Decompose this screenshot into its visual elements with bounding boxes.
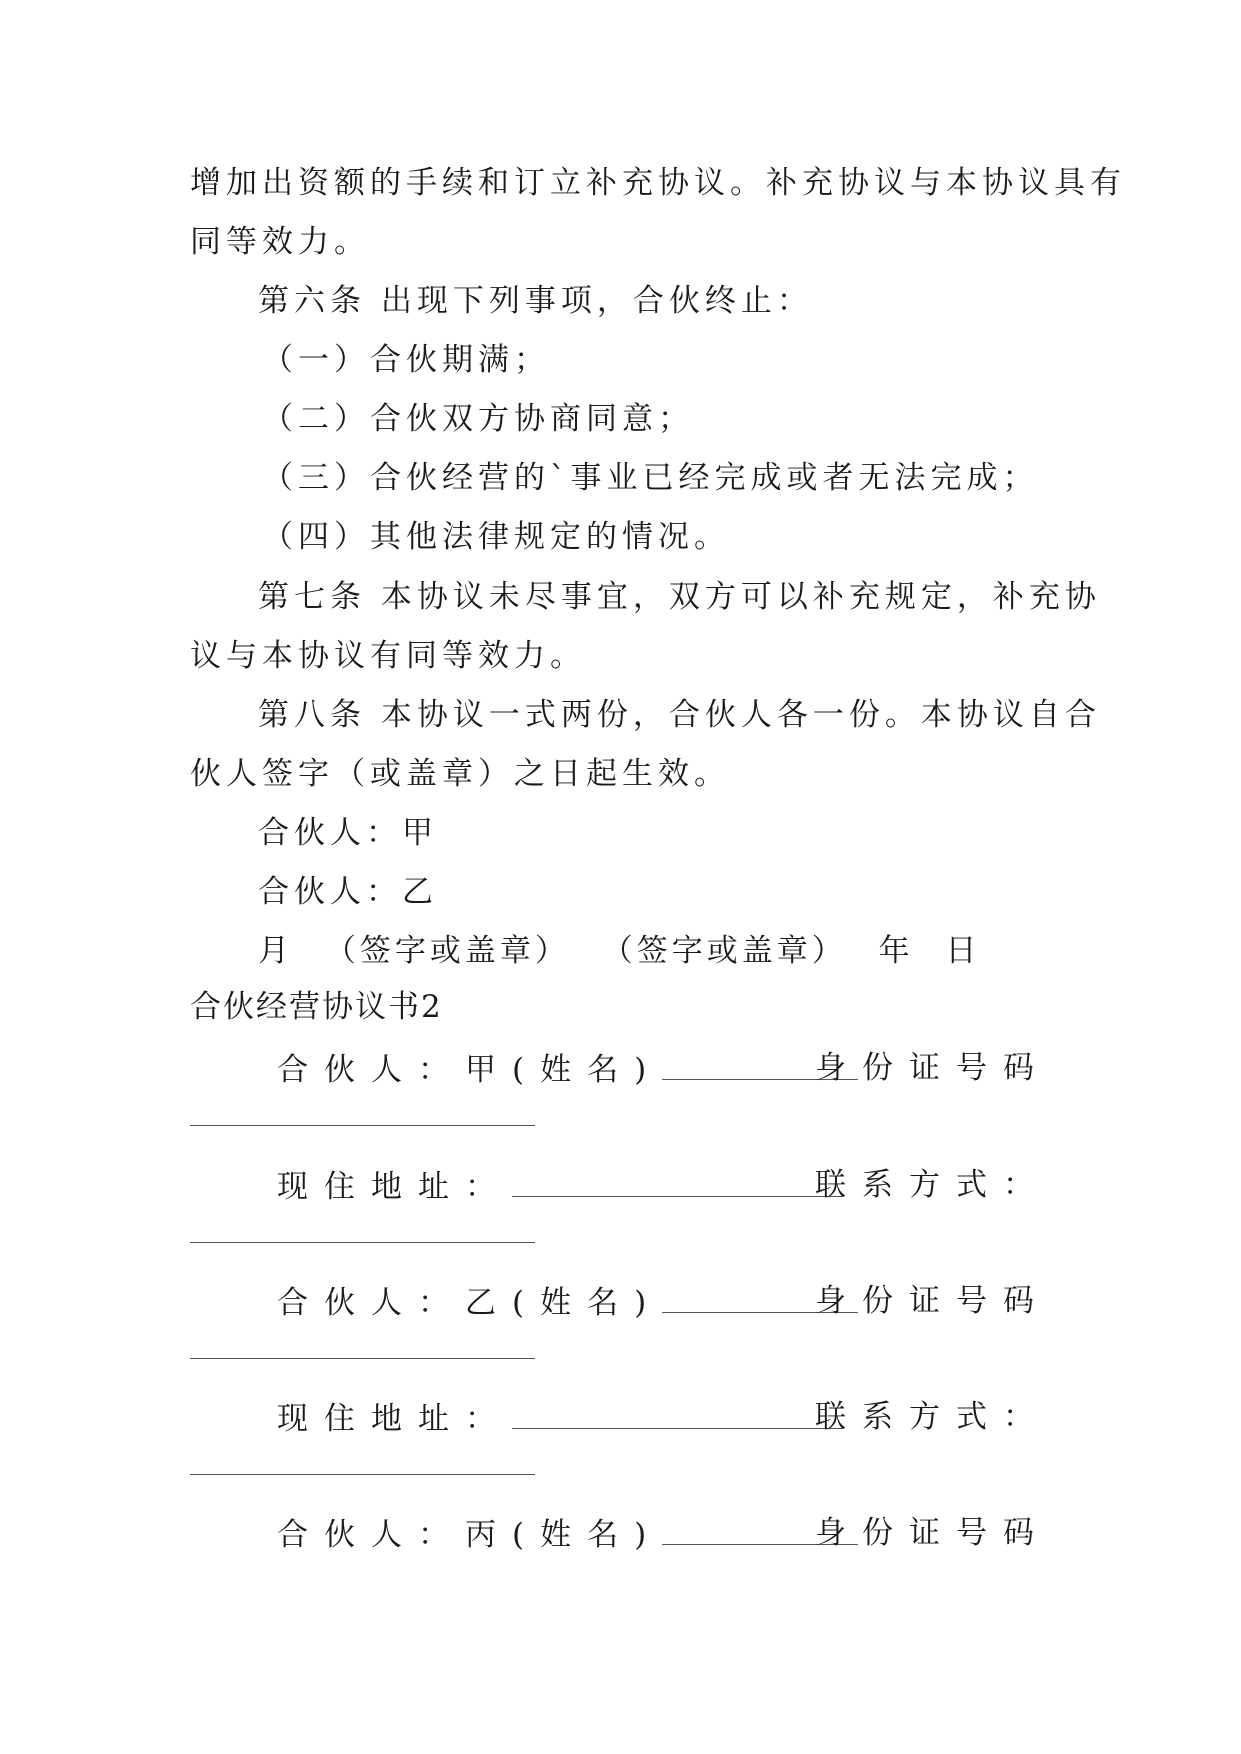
month-label: 月 <box>258 933 293 969</box>
form-row-partner-jia <box>190 1050 1050 1088</box>
sign-placeholder: （签字或盖章） <box>324 933 570 969</box>
form-label: 合伙人：丙(姓名) <box>277 1517 663 1553</box>
day-label: 日 <box>945 933 981 969</box>
paragraph-line: 伙人签字（或盖章）之日起生效。 <box>190 756 730 792</box>
article-7: 第七条 本协议未尽事宜，双方可以补充规定，补充协 <box>258 579 1101 615</box>
paragraph-line: 议与本协议有同等效力。 <box>190 638 586 674</box>
article-6-heading: 第六条 出现下列事项，合伙终止： <box>258 283 813 319</box>
form-label: 合伙人：乙(姓名) <box>277 1285 663 1321</box>
id-number-blank[interactable] <box>190 1125 535 1126</box>
form-label: 现住地址： <box>277 1401 512 1437</box>
form-row-address-2 <box>190 1399 1050 1437</box>
form-label: 合伙人：甲(姓名) <box>277 1052 663 1088</box>
signature-line <box>258 933 998 969</box>
partner-b-label: 合伙人：乙 <box>258 874 438 910</box>
form-label: 现住地址： <box>277 1169 512 1205</box>
article-8: 第八条 本协议一式两份，合伙人各一份。本协议自合 <box>258 697 1101 733</box>
form-label-tail: 联系方式： <box>815 1399 1050 1435</box>
address-blank[interactable] <box>512 1170 842 1197</box>
form-row-partner-yi <box>190 1283 1050 1321</box>
contact-blank[interactable] <box>190 1474 535 1475</box>
list-item: （二）合伙双方协商同意； <box>262 401 694 437</box>
id-number-blank[interactable] <box>190 1358 535 1359</box>
address-blank[interactable] <box>512 1402 842 1429</box>
year-label: 年 <box>878 933 914 969</box>
form-label-tail: 身份证号码 <box>815 1050 1050 1086</box>
sign-placeholder: （签字或盖章） <box>601 933 847 969</box>
form-label-tail: 身份证号码 <box>815 1515 1050 1551</box>
list-item: （一）合伙期满； <box>262 342 550 378</box>
form-row-partner-bing <box>190 1515 1050 1553</box>
list-item: （三）合伙经营的`事业已经完成或者无法完成； <box>262 460 1039 496</box>
partner-a-label: 合伙人：甲 <box>258 815 438 851</box>
form-row-address-1 <box>190 1167 1050 1205</box>
list-item: （四）其他法律规定的情况。 <box>262 519 730 555</box>
section-title: 合伙经营协议书2 <box>190 989 443 1025</box>
contact-blank[interactable] <box>190 1242 535 1243</box>
paragraph-line: 同等效力。 <box>190 224 370 260</box>
paragraph-line: 增加出资额的手续和订立补充协议。补充协议与本协议具有 <box>190 165 1126 201</box>
form-label-tail: 身份证号码 <box>815 1283 1050 1319</box>
form-label-tail: 联系方式： <box>815 1167 1050 1203</box>
